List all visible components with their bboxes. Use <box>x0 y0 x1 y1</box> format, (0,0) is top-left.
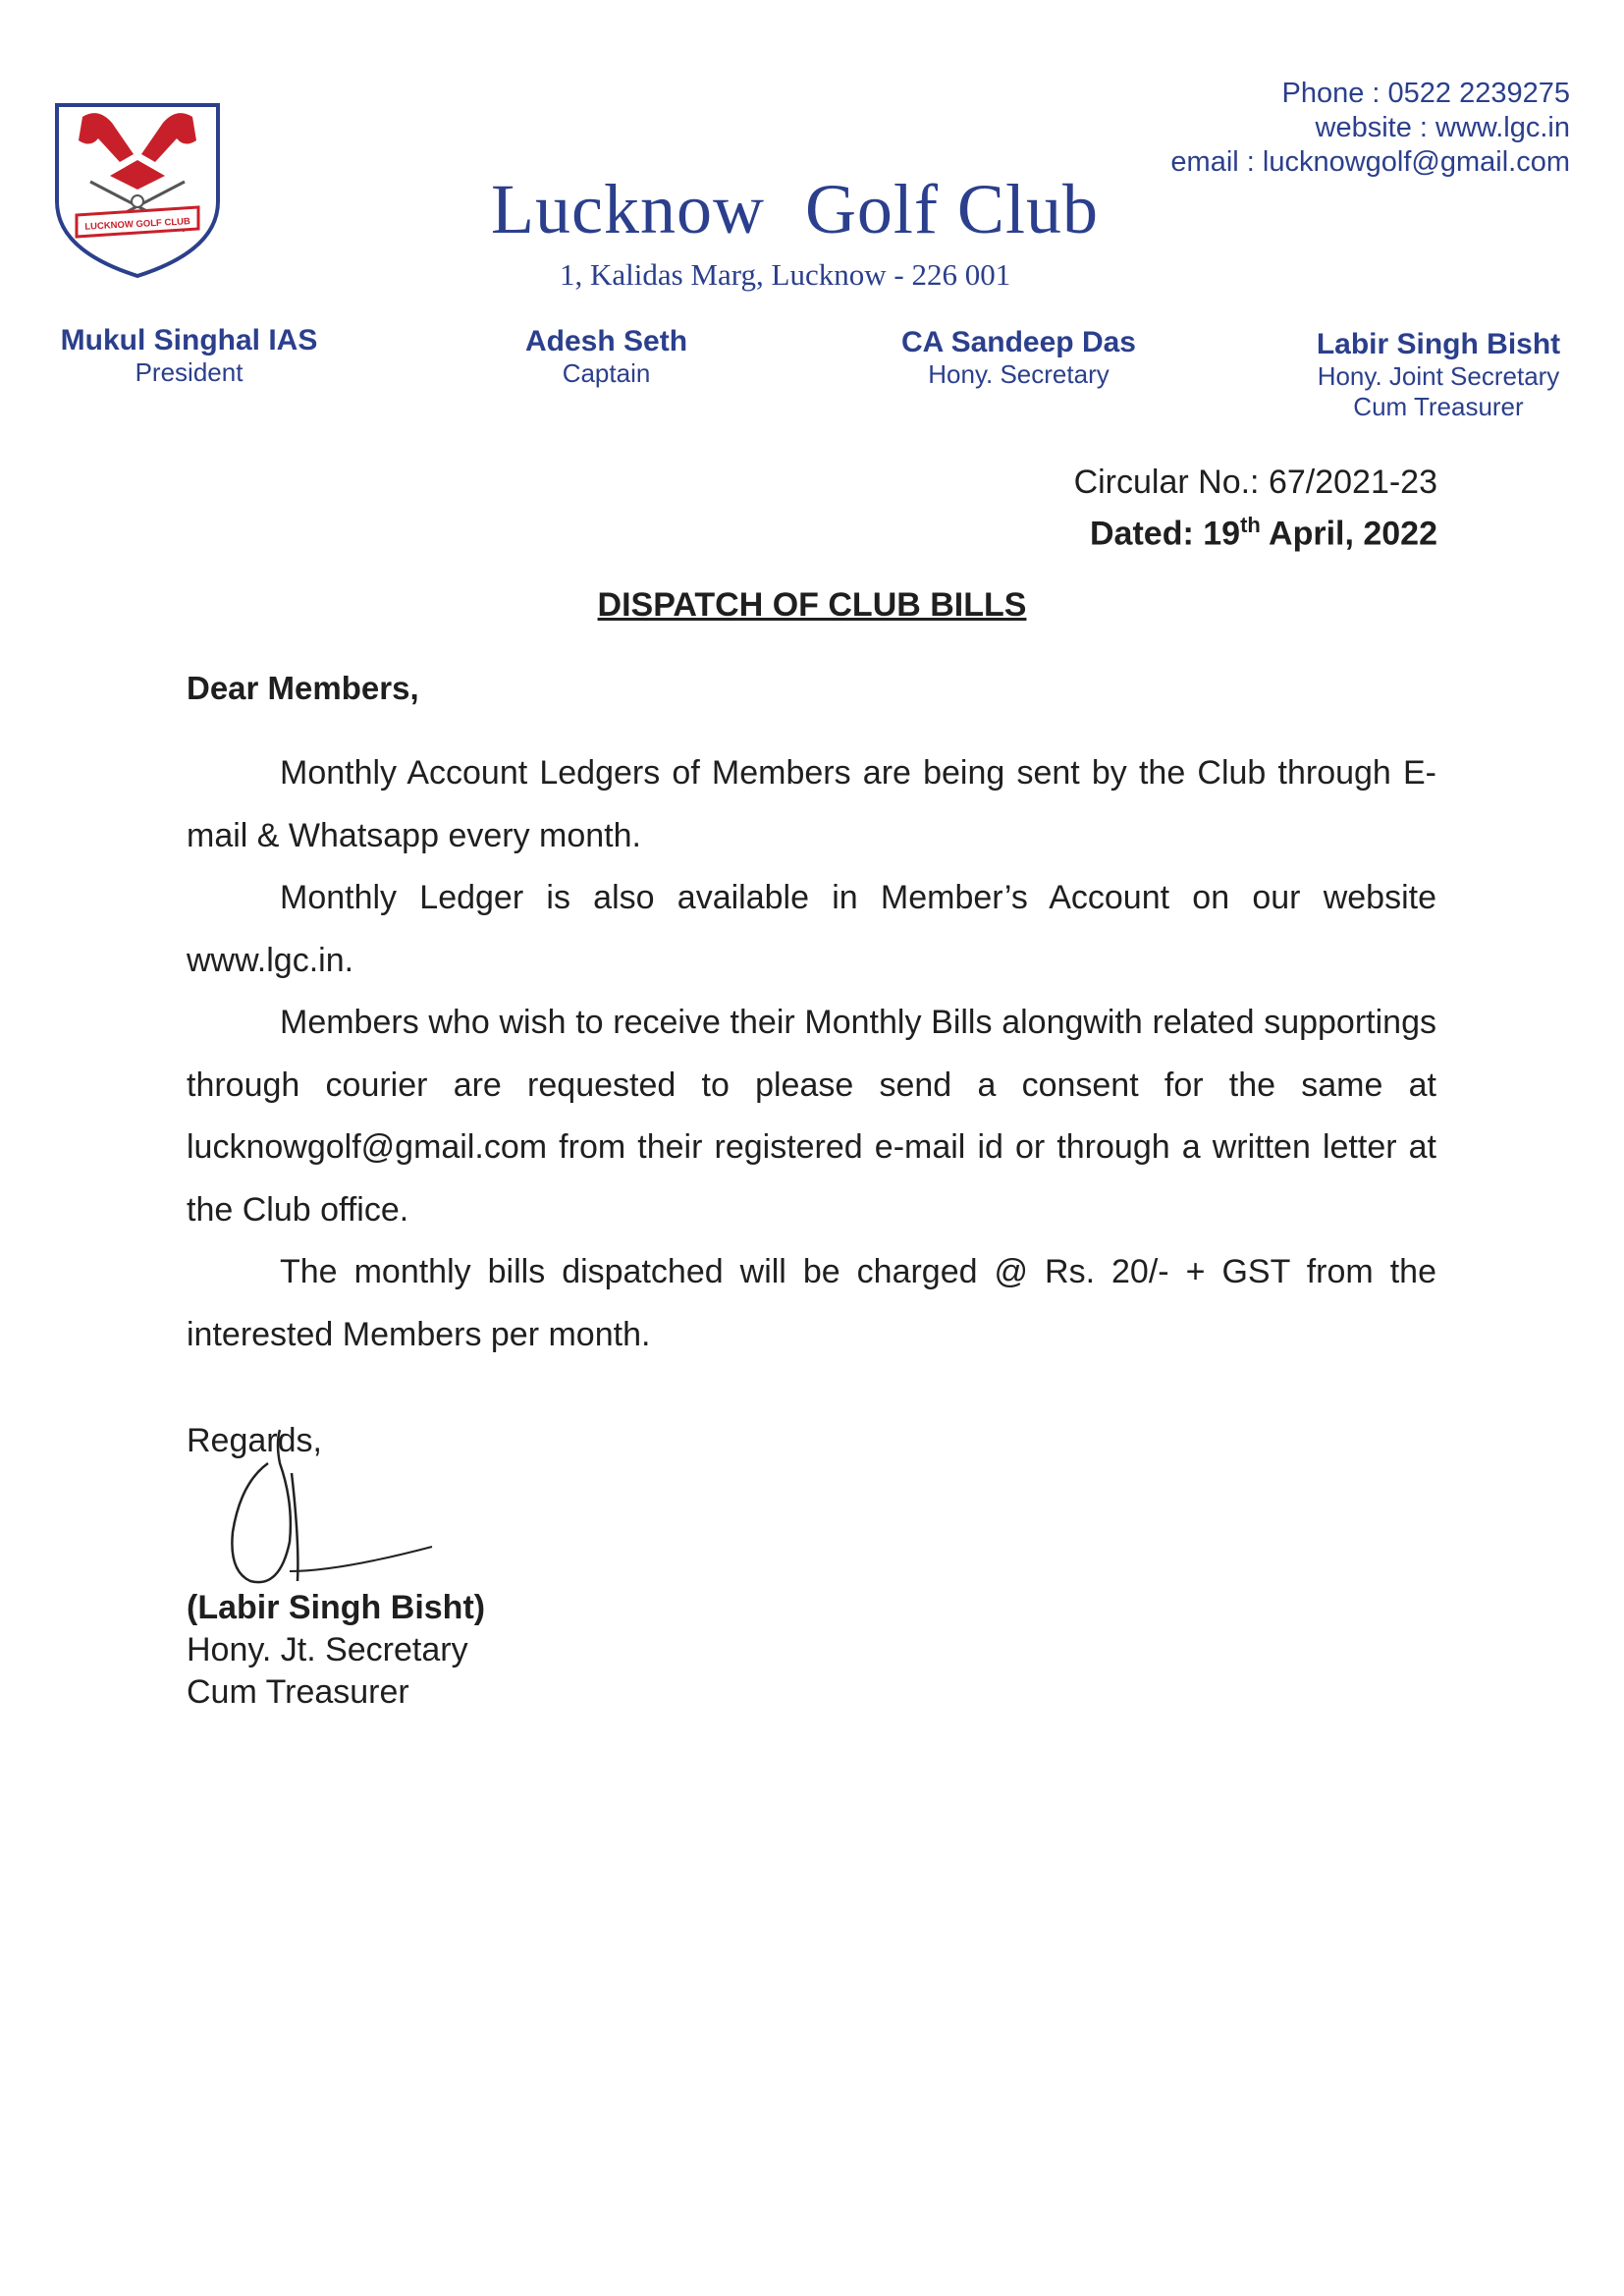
circular-date: Dated: 19th April, 2022 <box>1090 513 1437 553</box>
phone-text: Phone : 0522 2239275 <box>1281 78 1570 109</box>
svg-text:LUCKNOW GOLF CLUB: LUCKNOW GOLF CLUB <box>84 216 191 233</box>
signatory-role-line-2: Cum Treasurer <box>187 1673 409 1711</box>
officer-role-line-2: Cum Treasurer <box>1353 392 1524 421</box>
officer-name: CA Sandeep Das <box>901 326 1136 358</box>
club-address: 1, Kalidas Marg, Lucknow - 226 001 <box>560 257 1011 292</box>
salutation: Dear Members, <box>187 670 419 706</box>
signatory-role: Hony. Jt. Secretary <box>187 1631 468 1668</box>
body-paragraph: Monthly Account Ledgers of Members are being sent by the Club through E-mail & Whatsapp every month. <box>187 754 1436 854</box>
officer-name: Adesh Seth <box>524 325 688 357</box>
club-name-word-1: Lucknow <box>491 170 765 248</box>
officer-captain <box>461 325 751 389</box>
letter-body <box>187 742 1436 1366</box>
email-link[interactable]: email : lucknowgolf@gmail.com <box>1170 146 1570 178</box>
club-name <box>491 169 1099 250</box>
closing: Regards, <box>187 1422 322 1459</box>
officer-role: Hony. Secretary <box>928 359 1110 389</box>
website-link[interactable]: website : www.lgc.in <box>1315 112 1570 143</box>
officer-president <box>44 324 334 388</box>
officer-joint-secretary <box>1276 328 1600 422</box>
club-name-word-3: Club <box>956 170 1099 248</box>
contact-block <box>1170 77 1570 180</box>
body-paragraph: Members who wish to receive their Monthly Bills alongwith related supportings through courier are requested to please send a consent for the same at lucknowgolf@gmail.com from their registered e-mail id or through a written letter at the Club office. <box>187 1004 1436 1229</box>
club-logo <box>51 93 224 280</box>
club-name-word-2: Golf <box>804 170 939 248</box>
officer-role: President <box>135 357 244 387</box>
signatory-name: (Labir Singh Bisht) <box>187 1589 486 1626</box>
officer-role: Captain <box>562 358 651 388</box>
circular-number: Circular No.: 67/2021-23 <box>1073 464 1437 501</box>
officer-name: Labir Singh Bisht <box>1316 328 1561 360</box>
officer-role: Hony. Joint Secretary <box>1317 361 1560 391</box>
officer-name: Mukul Singhal IAS <box>60 324 318 356</box>
letter-subject: DISPATCH OF CLUB BILLS <box>597 586 1027 624</box>
circular-info <box>1074 462 1437 555</box>
body-paragraph: Monthly Ledger is also available in Member’s Account on our website www.lgc.in. <box>187 879 1436 979</box>
handwritten-signature <box>221 1424 447 1611</box>
officer-secretary <box>869 326 1168 390</box>
body-paragraph: The monthly bills dispatched will be charged @ Rs. 20/- + GST from the interested Members per month. <box>187 1253 1436 1353</box>
